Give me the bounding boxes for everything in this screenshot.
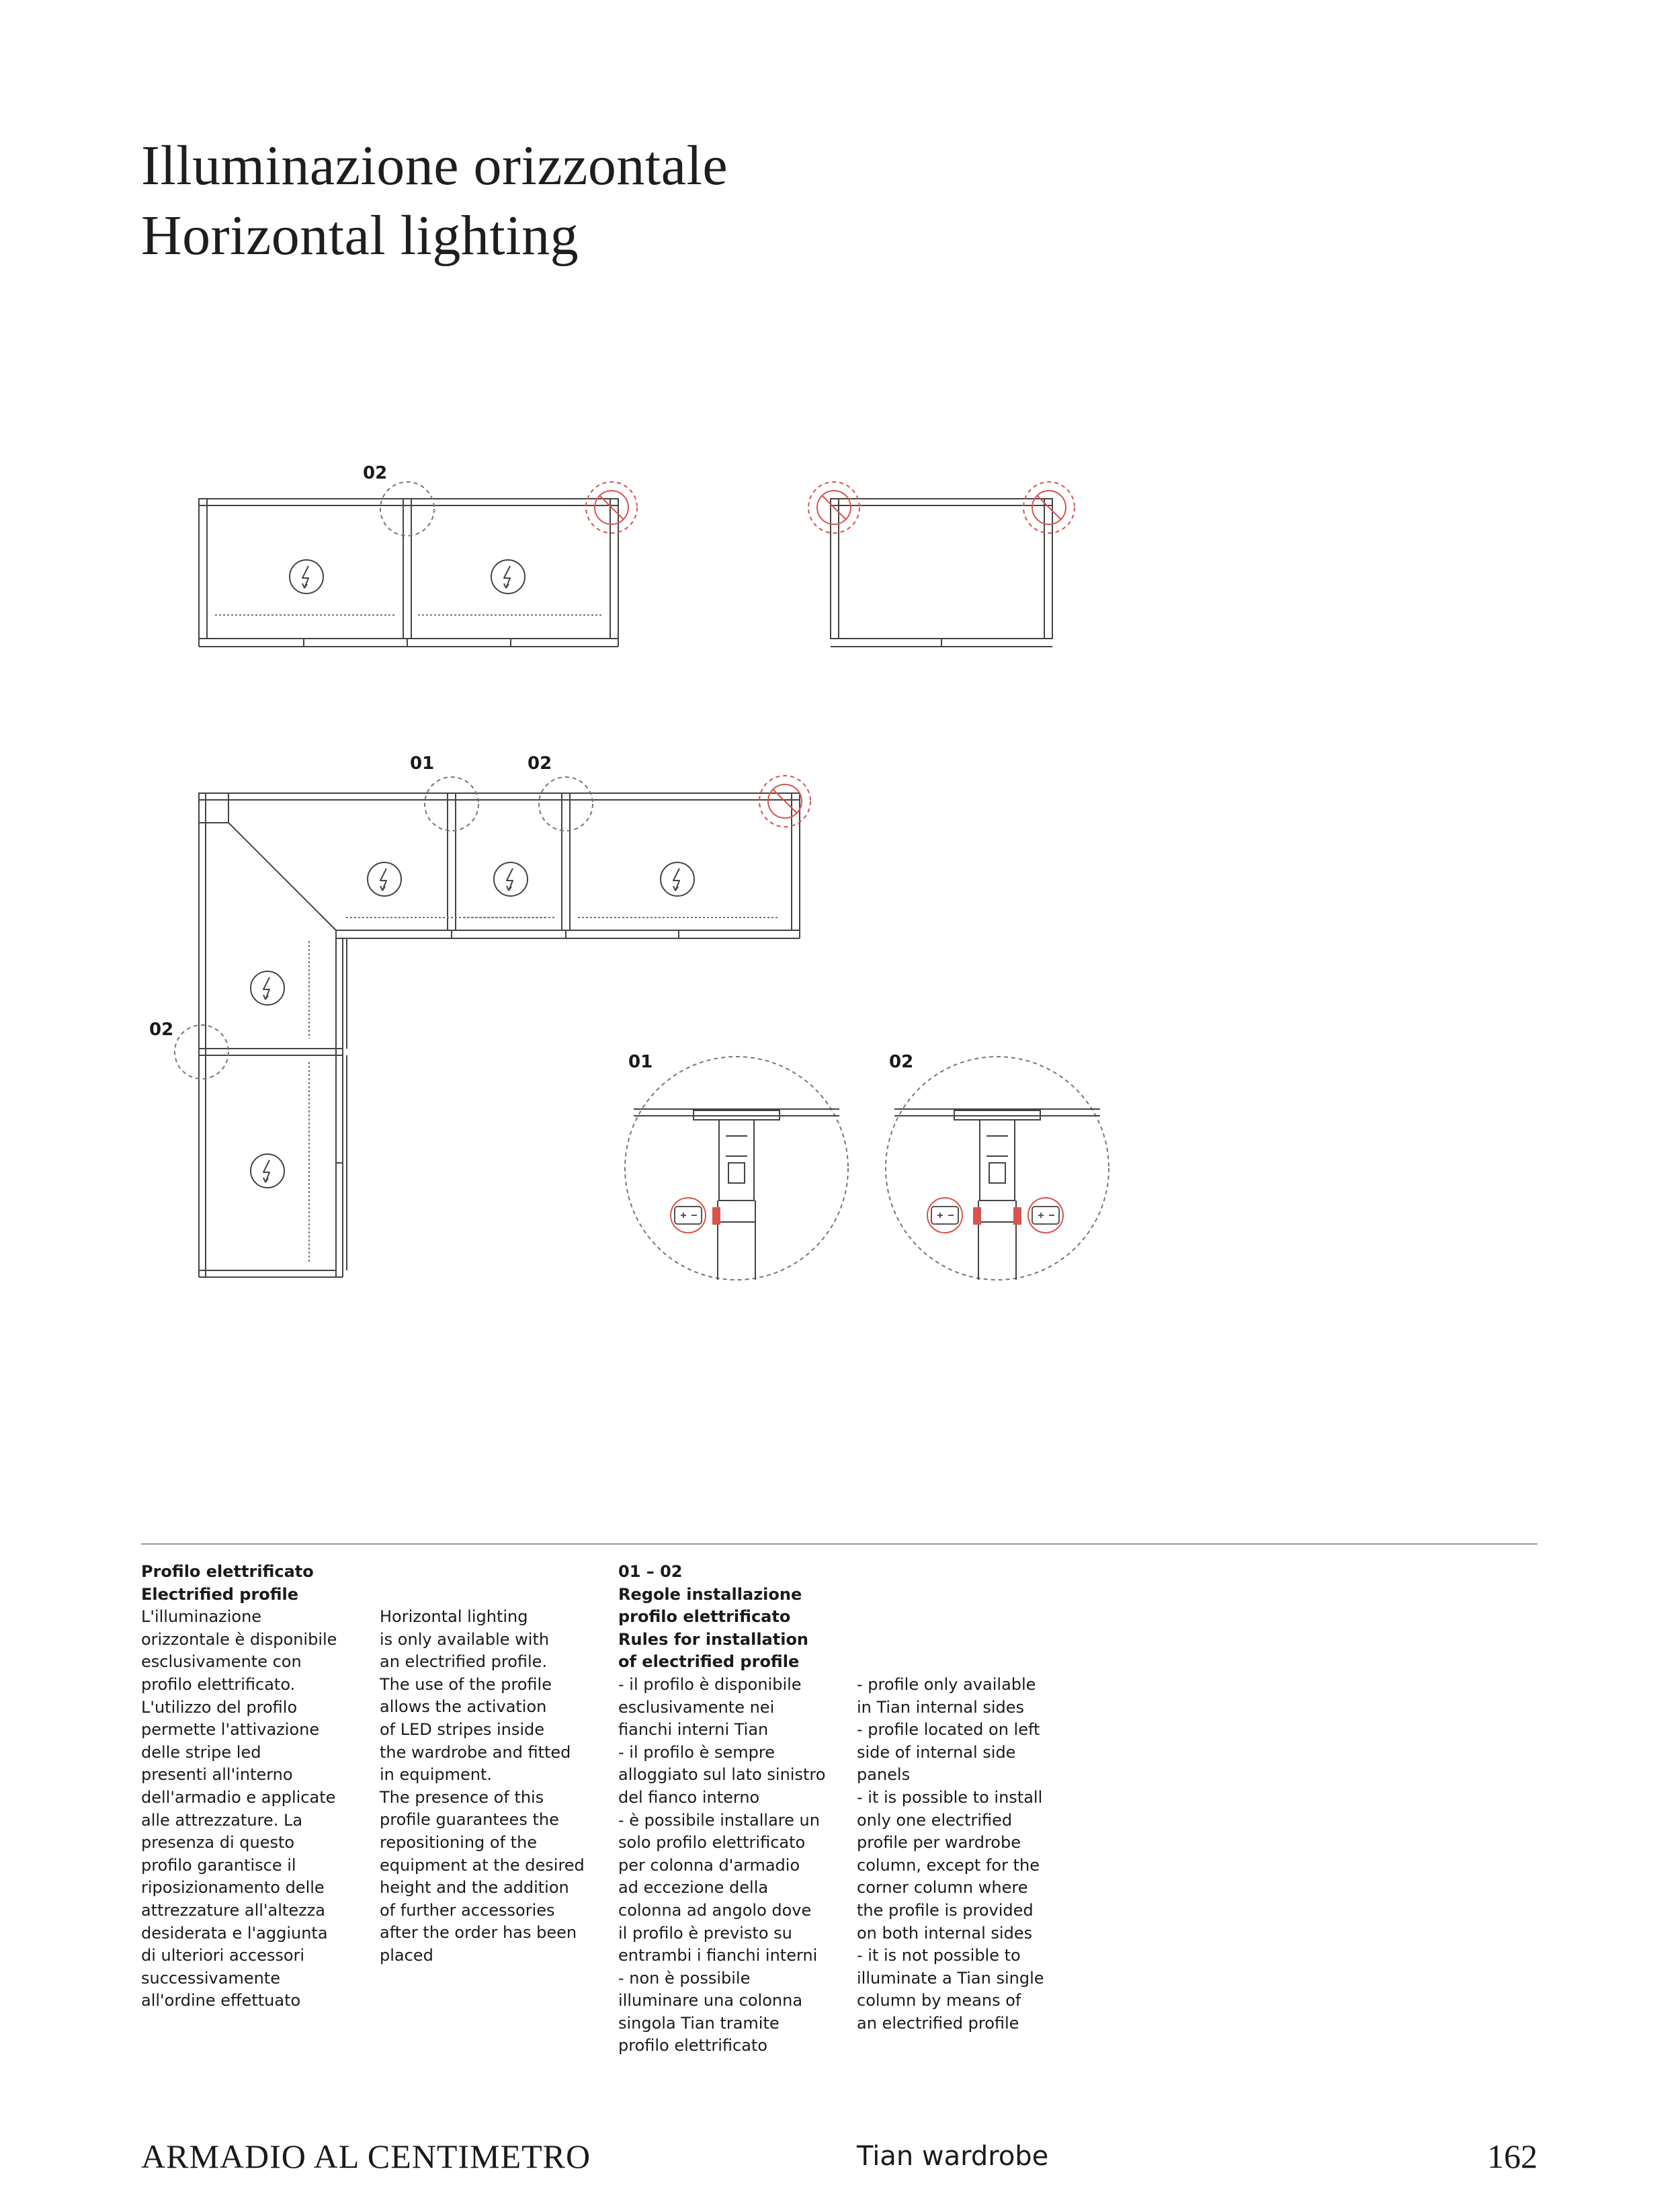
connector [973, 1207, 981, 1225]
callout-label: 02 [149, 1020, 174, 1040]
callout-label: 02 [528, 754, 552, 774]
electrified-icon [368, 862, 401, 896]
plug-icon [675, 1207, 702, 1224]
plug-icon [1032, 1207, 1059, 1224]
detail-02 [886, 1057, 1109, 1280]
two-column-wardrobe-plan [199, 482, 618, 647]
electrified-icon [251, 971, 284, 1005]
rules-body-italian: - il profilo è disponibile esclusivamente nei fianchi interni Tian - il profilo è sempre alloggiato sul lato sinistro del fianco interno - è possibile installare un solo profilo elettrificato per colonna d'armadio ad eccezione della colonna ad angolo dove il profilo è previsto su entrambi i fianchi interni - non è possibile illuminare una colonna singola Tian tramite profilo elettrificato [618, 1674, 826, 2055]
rules-body-english: - profile only available in Tian internal sides - profile located on left side of internal side panels - it is possible to install only one electrified profile per wardrobe column, except for the corner column where the profile is provided on both internal sides - it is not possible to illuminate a Tian single column by means of an electrified profile [857, 1675, 1044, 2033]
page-number: 162 [1487, 2138, 1538, 2175]
corner-wardrobe-plan [175, 777, 800, 1277]
text-column-1 [141, 1561, 337, 2012]
single-column-wardrobe-plan [831, 499, 1052, 647]
plug-icon [931, 1207, 958, 1224]
text-column-3 [618, 1561, 825, 2058]
electrified-icon [491, 560, 525, 594]
detail-label: 01 [628, 1052, 653, 1072]
rules-heading-it-1: Regole installazione [618, 1584, 802, 1604]
electrified-icon [290, 560, 323, 594]
body-english: Horizontal lighting is only available with an electrified profile. The use of the profile allows the activation of LED stripes inside the wardrobe and fitted in equipment. The presence of this profile guarantees the repositioning of the equipment at the desired height and the addition of further accessories after the order has been placed [380, 1607, 585, 1965]
electrified-icon [661, 862, 694, 896]
electrified-icon [251, 1154, 284, 1188]
electrified-icon [494, 862, 528, 896]
footer-product: Tian wardrobe [857, 2141, 1049, 2172]
rules-number: 01 – 02 [618, 1562, 683, 1581]
rules-heading-en-2: of electrified profile [618, 1652, 800, 1672]
heading-english: Electrified profile [141, 1584, 299, 1604]
no-profile-icon [759, 776, 810, 827]
text-column-4 [857, 1674, 1044, 2035]
callout-label: 01 [410, 754, 435, 774]
detail-label: 02 [889, 1052, 914, 1072]
text-column-2 [380, 1606, 585, 1967]
no-profile-icon [586, 482, 637, 533]
no-profile-icon [808, 482, 859, 533]
callout-label: 02 [363, 463, 388, 483]
rules-heading-it-2: profilo elettrificato [618, 1607, 791, 1627]
section-divider [141, 1543, 1538, 1545]
footer-collection: ARMADIO AL CENTIMETRO [141, 2138, 591, 2175]
title-italian: Illuminazione orizzontale [141, 134, 728, 197]
rules-heading-en-1: Rules for installation [618, 1629, 809, 1649]
no-profile-icon [1023, 482, 1075, 533]
connector [712, 1207, 720, 1225]
detail-01 [625, 1057, 848, 1280]
title-english: Horizontal lighting [141, 204, 579, 267]
body-italian: L'illuminazione orizzontale è disponibile esclusivamente con profilo elettrificato. L'utilizzo del profilo permette l'attivazione delle stripe led presenti all'interno dell'armadio e applicate alle attrezzature. La presenza di questo profilo garantisce il riposizionamento delle attrezzature all'altezza desiderata e l'aggiunta di ulteriori accessori successivamente all'ordine effettuato [141, 1607, 337, 2010]
heading-italian: Profilo elettrificato [141, 1562, 314, 1581]
connector [1013, 1207, 1021, 1225]
